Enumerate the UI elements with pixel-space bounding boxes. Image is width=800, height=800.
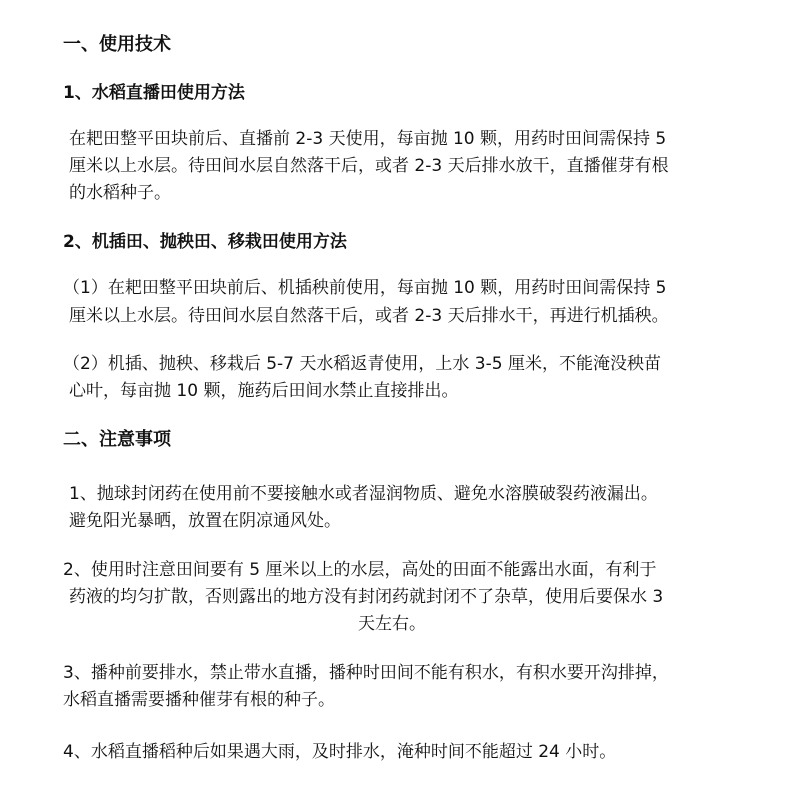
notes-item-line: 避免阳光暴晒，放置在阴凉通风处。	[69, 511, 341, 531]
notes-item-line: 天左右。	[358, 614, 426, 634]
notes-item-line: 水稻直播需要播种催芽有根的种子。	[63, 690, 335, 710]
paragraph-line: （1）在耙田整平田块前后、机插秧前使用，每亩抛 10 颗，用药时田间需保持 5	[63, 278, 667, 298]
notes-item-line: 2、使用时注意田间要有 5 厘米以上的水层，高处的田面不能露出水面，有利于	[63, 560, 657, 580]
paragraph-line: 在耙田整平田块前后、直播前 2-3 天使用，每亩抛 10 颗，用药时田间需保持 5	[69, 129, 667, 149]
paragraph-line: 厘米以上水层。待田间水层自然落干后，或者 2-3 天后排水放干，直播催芽有根	[69, 156, 669, 176]
notes-item-line: 3、播种前要排水，禁止带水直播，播种时田间不能有积水，有积水要开沟排掉，	[63, 663, 669, 683]
paragraph-line: 心叶，每亩抛 10 颗，施药后田间水禁止直接排出。	[69, 381, 459, 401]
notes-item-line: 1、抛球封闭药在使用前不要接触水或者湿润物质、避免水溶膜破裂药液漏出。	[69, 484, 658, 504]
notes-item-line: 4、水稻直播稻种后如果遇大雨，及时排水，淹种时间不能超过 24 小时。	[63, 742, 617, 762]
notes-item-line: 药液的均匀扩散，否则露出的地方没有封闭药就封闭不了杂草，使用后要保水 3	[69, 587, 664, 607]
section-heading-notes: 二、注意事项	[63, 429, 171, 450]
paragraph-line: （2）机插、抛秧、移栽后 5-7 天水稻返青使用，上水 3-5 厘米，不能淹没秧苗	[63, 354, 661, 374]
paragraph-line: 的水稻种子。	[69, 183, 171, 203]
subheading-direct-seeding: 1、水稻直播田使用方法	[63, 83, 245, 103]
subheading-transplant: 2、机插田、抛秧田、移栽田使用方法	[63, 232, 347, 252]
section-heading-usage: 一、使用技术	[63, 34, 171, 55]
paragraph-line: 厘米以上水层。待田间水层自然落干后，或者 2-3 天后排水干，再进行机插秧。	[69, 306, 669, 326]
